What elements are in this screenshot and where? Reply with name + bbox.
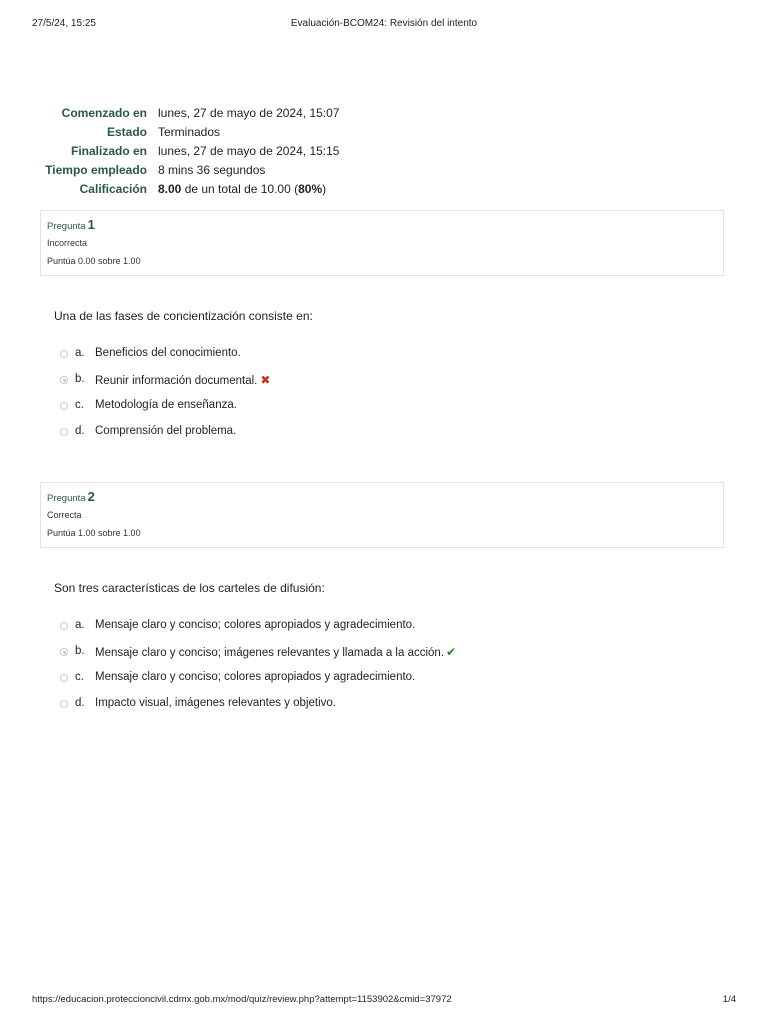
radio-button[interactable] bbox=[60, 428, 68, 436]
summary-label: Tiempo empleado bbox=[45, 163, 147, 177]
print-footer bbox=[32, 994, 736, 1008]
answer-text: Mensaje claro y conciso; colores apropiados y agradecimiento. bbox=[95, 671, 416, 683]
answer-option[interactable] bbox=[59, 671, 619, 687]
answer-option[interactable] bbox=[59, 425, 619, 441]
grade-percent: 80% bbox=[298, 182, 323, 196]
question-state: Incorrecta bbox=[47, 238, 88, 248]
radio-button[interactable] bbox=[60, 674, 68, 682]
grade-score: 8.00 bbox=[158, 182, 182, 196]
radio-button[interactable] bbox=[60, 402, 68, 410]
summary-label: Calificación bbox=[79, 182, 147, 196]
summary-value: lunes, 27 de mayo de 2024, 15:15 bbox=[158, 144, 340, 158]
check-icon: ✔ bbox=[446, 645, 457, 659]
summary-value: Terminados bbox=[158, 125, 221, 139]
radio-button[interactable] bbox=[60, 622, 68, 630]
radio-button-selected[interactable] bbox=[60, 648, 68, 656]
answer-option[interactable] bbox=[59, 645, 619, 661]
answer-text: Comprensión del problema. bbox=[95, 425, 237, 437]
radio-button[interactable] bbox=[60, 350, 68, 358]
summary-row-time-taken bbox=[40, 161, 339, 180]
summary-value bbox=[158, 180, 339, 199]
radio-button[interactable] bbox=[60, 700, 68, 708]
question-number bbox=[47, 216, 717, 234]
answer-text: Mensaje claro y conciso; imágenes relevantes y llamada a la acción. bbox=[95, 647, 445, 659]
question-label: Pregunta bbox=[47, 493, 86, 504]
summary-row-state bbox=[40, 123, 339, 142]
answer-letter: c. bbox=[75, 671, 84, 683]
answer-text: Beneficios del conocimiento. bbox=[95, 347, 241, 359]
answer-text-wrapper bbox=[95, 373, 270, 387]
question-info-box bbox=[40, 210, 724, 276]
question-number bbox=[47, 488, 717, 506]
summary-row-started bbox=[40, 104, 339, 123]
summary-value: 8 mins 36 segundos bbox=[158, 163, 266, 177]
answer-option[interactable] bbox=[59, 373, 619, 389]
summary-row-grade bbox=[40, 180, 339, 199]
answer-option[interactable] bbox=[59, 399, 619, 415]
question-state: Correcta bbox=[47, 510, 82, 520]
answer-letter: d. bbox=[75, 697, 85, 709]
answer-letter: b. bbox=[75, 645, 85, 657]
grade-close-paren: ) bbox=[322, 182, 327, 196]
print-title: Evaluación-BCOM24: Revisión del intento bbox=[290, 18, 478, 29]
answer-text: Mensaje claro y conciso; colores apropiados y agradecimiento. bbox=[95, 619, 416, 631]
question-text: Una de las fases de concientización consiste en: bbox=[54, 309, 313, 323]
answer-option[interactable] bbox=[59, 697, 619, 713]
answer-text-wrapper bbox=[95, 645, 456, 659]
question-grade: Puntúa 0.00 sobre 1.00 bbox=[47, 256, 141, 266]
summary-label: Finalizado en bbox=[70, 144, 147, 158]
summary-row-completed bbox=[40, 142, 339, 161]
grade-total-text: de un total de 10.00 ( bbox=[181, 182, 299, 196]
answer-letter: d. bbox=[75, 425, 85, 437]
page-url: https://educacion.proteccioncivil.cdmx.gob.mx/mod/quiz/review.php?attempt=1153902&cmid=37972 bbox=[32, 994, 452, 1005]
question-info-box bbox=[40, 482, 724, 548]
answer-text: Metodología de enseñanza. bbox=[95, 399, 237, 411]
question-number-value: 1 bbox=[87, 217, 95, 232]
summary-value: lunes, 27 de mayo de 2024, 15:07 bbox=[158, 106, 340, 120]
summary-label: Estado bbox=[106, 125, 147, 139]
answer-option[interactable] bbox=[59, 619, 619, 635]
radio-button-selected[interactable] bbox=[60, 376, 68, 384]
question-grade: Puntúa 1.00 sobre 1.00 bbox=[47, 528, 141, 538]
print-date: 27/5/24, 15:25 bbox=[32, 18, 96, 29]
answer-letter: b. bbox=[75, 373, 85, 385]
question-number-value: 2 bbox=[87, 489, 95, 504]
attempt-summary-table bbox=[40, 104, 339, 199]
answer-letter: c. bbox=[75, 399, 84, 411]
answer-letter: a. bbox=[75, 619, 85, 631]
answer-option[interactable] bbox=[59, 347, 619, 363]
question-label: Pregunta bbox=[47, 221, 86, 232]
cross-icon: ✖ bbox=[260, 373, 271, 387]
answer-text: Impacto visual, imágenes relevantes y objetivo. bbox=[95, 697, 336, 709]
answer-text: Reunir información documental. bbox=[95, 375, 258, 387]
summary-label: Comenzado en bbox=[61, 106, 147, 120]
print-header bbox=[32, 18, 736, 32]
question-text: Son tres características de los carteles de difusión: bbox=[54, 581, 325, 595]
page-number: 1/4 bbox=[722, 994, 736, 1005]
answer-letter: a. bbox=[75, 347, 85, 359]
